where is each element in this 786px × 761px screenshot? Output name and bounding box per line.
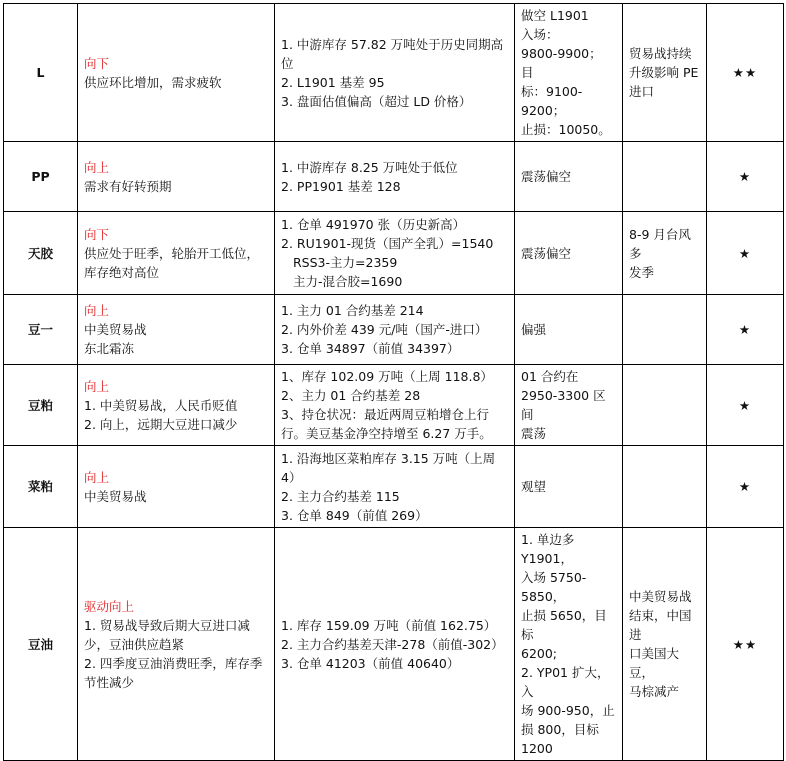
- strategy-line: 9800-9900；: [521, 46, 602, 61]
- fundamentals-line: 2. 主力合约基差天津-278（前值-302）: [281, 636, 504, 652]
- fundamentals-line: 2. L1901 基差 95: [281, 74, 385, 90]
- commodity-name: 天胶: [4, 212, 78, 295]
- fundamentals-cell: [275, 4, 515, 142]
- commodity-name: PP: [4, 142, 78, 212]
- logic-line: 2. 四季度豆油消费旺季，库存季: [84, 655, 263, 671]
- strategy-cell: [515, 365, 623, 446]
- direction-label: 向上: [84, 469, 110, 485]
- strategy-cell: [515, 4, 623, 142]
- rating-stars: ★: [707, 212, 784, 295]
- direction-label: 向上: [84, 378, 110, 394]
- fundamentals-cell: [275, 142, 515, 212]
- rating-stars: ★: [707, 295, 784, 365]
- risk-line: 升级影响 PE: [629, 65, 699, 80]
- strategy-line: 1200: [521, 741, 553, 756]
- fundamentals-line: 1. 中游库存 8.25 万吨处于低位: [281, 159, 458, 175]
- commodity-strategy-table: [3, 3, 784, 761]
- strategy-line: 损 800，目标: [521, 722, 599, 737]
- strategy-line: 震荡偏空: [521, 169, 572, 184]
- risk-cell: [623, 212, 707, 295]
- fundamentals-cell: [275, 528, 515, 761]
- risk-cell: [623, 365, 707, 446]
- fundamentals-line: 1、库存 102.09 万吨（上周 118.8）: [281, 369, 493, 384]
- logic-line: 少，豆油供应趋紧: [84, 636, 185, 652]
- risk-line: 结束，中国进: [629, 608, 692, 642]
- strategy-line: 震荡: [521, 426, 547, 441]
- direction-logic-cell: [78, 446, 275, 528]
- fundamentals-line: 3、持仓状况：最近两周豆粕增仓上行: [281, 407, 489, 422]
- commodity-name: 豆一: [4, 295, 78, 365]
- logic-line: 东北霜冻: [84, 341, 135, 356]
- strategy-cell: [515, 446, 623, 528]
- rating-stars: ★: [707, 365, 784, 446]
- table-row: [4, 528, 784, 761]
- direction-logic-cell: [78, 4, 275, 142]
- strategy-line: 目: [521, 65, 534, 80]
- table-row: [4, 4, 784, 142]
- logic-line: 2. 向上，远期大豆进口减少: [84, 416, 238, 432]
- risk-line: 中美贸易战: [629, 589, 692, 604]
- fundamentals-line: 主力-混合胶=1690: [293, 274, 403, 289]
- strategy-line: 止损：10050。: [521, 122, 611, 137]
- direction-label: 向下: [84, 55, 110, 71]
- fundamentals-line: 2. 内外价差 439 元/吨（国产-进口）: [281, 322, 488, 337]
- fundamentals-line: 3. 仓单 34897（前值 34397）: [281, 341, 460, 356]
- direction-label: 驱动向上: [84, 598, 135, 614]
- strategy-line: 入场 5750-5850，: [521, 570, 587, 604]
- fundamentals-line: 1. 沿海地区菜粕库存 3.15 万吨（上周: [281, 450, 496, 466]
- fundamentals-cell: [275, 295, 515, 365]
- table-row: [4, 365, 784, 446]
- fundamentals-line: 4）: [281, 469, 302, 485]
- risk-line: 马棕减产: [629, 684, 680, 699]
- logic-line: 1. 贸易战导致后期大豆进口减: [84, 617, 250, 633]
- strategy-line: 止损 5650，目标: [521, 608, 607, 642]
- table-row: [4, 142, 784, 212]
- strategy-line: 2. YP01 扩大，入: [521, 665, 610, 699]
- logic-line: 库存绝对高位: [84, 264, 160, 280]
- logic-line: 节性减少: [84, 674, 135, 690]
- fundamentals-line: 1. 中游库存 57.82 万吨处于历史同期高: [281, 36, 504, 52]
- strategy-cell: [515, 142, 623, 212]
- strategy-line: 2950-3300 区间: [521, 388, 606, 422]
- fundamentals-line: RSS3-主力=2359: [293, 255, 398, 270]
- risk-cell: [623, 295, 707, 365]
- fundamentals-line: 位: [281, 55, 294, 71]
- risk-cell: [623, 528, 707, 761]
- risk-line: 8-9 月台风多: [629, 226, 691, 261]
- rating-stars: ★★: [707, 528, 784, 761]
- risk-line: 贸易战持续: [629, 46, 692, 61]
- strategy-line: 震荡偏空: [521, 245, 572, 261]
- logic-line: 供应处于旺季，轮胎开工低位，: [84, 245, 260, 261]
- risk-cell: [623, 446, 707, 528]
- direction-logic-cell: [78, 295, 275, 365]
- commodity-name: 豆粕: [4, 365, 78, 446]
- commodity-name: L: [4, 4, 78, 142]
- strategy-line: 6200;: [521, 646, 558, 661]
- strategy-line: 01 合约在: [521, 369, 579, 384]
- rating-stars: ★: [707, 446, 784, 528]
- strategy-cell: [515, 295, 623, 365]
- fundamentals-line: 3. 盘面估值偏高（超过 LD 价格）: [281, 93, 472, 109]
- fundamentals-line: 2. 主力合约基差 115: [281, 488, 400, 504]
- strategy-cell: [515, 212, 623, 295]
- direction-logic-cell: [78, 212, 275, 295]
- direction-label: 向下: [84, 226, 110, 242]
- logic-line: 中美贸易战: [84, 322, 147, 337]
- fundamentals-line: 1. 主力 01 合约基差 214: [281, 303, 424, 318]
- risk-line: 口美国大豆，: [629, 646, 680, 680]
- logic-line: 中美贸易战: [84, 488, 147, 504]
- direction-logic-cell: [78, 142, 275, 212]
- logic-line: 1. 中美贸易战，人民币贬值: [84, 397, 238, 413]
- strategy-line: 1. 单边多 Y1901，: [521, 532, 575, 566]
- risk-line: 发季: [629, 264, 655, 280]
- risk-cell: [623, 4, 707, 142]
- table-row: [4, 446, 784, 528]
- rating-stars: ★: [707, 142, 784, 212]
- fundamentals-line: 3. 仓单 41203（前值 40640）: [281, 655, 460, 671]
- risk-cell: [623, 142, 707, 212]
- logic-line: 需求有好转预期: [84, 178, 172, 194]
- strategy-line: 做空 L1901: [521, 8, 589, 23]
- fundamentals-line: 1. 库存 159.09 万吨（前值 162.75）: [281, 617, 497, 633]
- direction-label: 向上: [84, 159, 110, 175]
- fundamentals-line: 2. RU1901-现货（国产全乳）=1540: [281, 236, 494, 251]
- risk-line: 进口: [629, 84, 655, 99]
- commodity-name: 豆油: [4, 528, 78, 761]
- table-row: [4, 295, 784, 365]
- logic-line: 供应环比增加，需求疲软: [84, 74, 222, 90]
- strategy-line: 标：9100-9200；: [521, 84, 583, 118]
- direction-label: 向上: [84, 303, 110, 318]
- strategy-cell: [515, 528, 623, 761]
- fundamentals-cell: [275, 212, 515, 295]
- strategy-line: 观望: [521, 479, 547, 494]
- strategy-line: 偏强: [521, 322, 547, 337]
- direction-logic-cell: [78, 528, 275, 761]
- rating-stars: ★★: [707, 4, 784, 142]
- fundamentals-line: 2. PP1901 基差 128: [281, 178, 401, 194]
- fundamentals-line: 1. 仓单 491970 张（历史新高）: [281, 217, 466, 232]
- strategy-line: 入场：: [521, 27, 559, 42]
- direction-logic-cell: [78, 365, 275, 446]
- fundamentals-cell: [275, 446, 515, 528]
- strategy-line: 场 900-950，止: [521, 703, 615, 718]
- commodity-name: 菜粕: [4, 446, 78, 528]
- fundamentals-line: 2、主力 01 合约基差 28: [281, 388, 421, 403]
- fundamentals-line: 行。美豆基金净空持增至 6.27 万手。: [281, 426, 492, 441]
- fundamentals-cell: [275, 365, 515, 446]
- table-row: [4, 212, 784, 295]
- fundamentals-line: 3. 仓单 849（前值 269）: [281, 507, 428, 523]
